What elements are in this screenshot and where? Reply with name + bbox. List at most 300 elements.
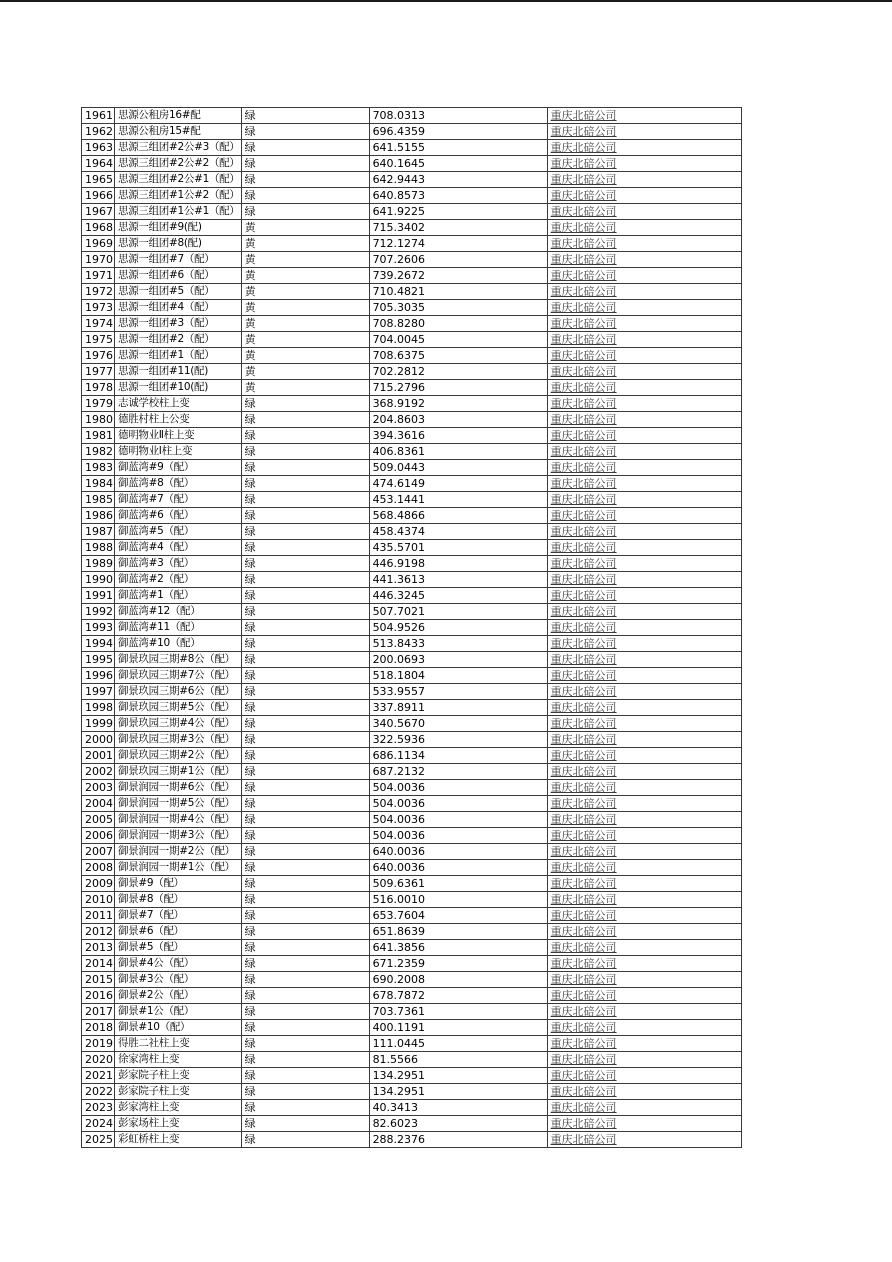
company-link[interactable]: 重庆北碚公司 (550, 877, 617, 890)
company-cell (547, 1084, 741, 1100)
company-link[interactable]: 重庆北碚公司 (550, 957, 617, 970)
value-cell: 702.2812 (369, 364, 547, 380)
company-cell (547, 812, 741, 828)
name-cell: 御景#2公（配） (115, 988, 242, 1004)
name-cell: 御景#9（配） (115, 876, 242, 892)
value-cell: 708.0313 (369, 108, 547, 124)
company-link[interactable]: 重庆北碚公司 (550, 669, 617, 682)
company-link[interactable]: 重庆北碚公司 (550, 1037, 617, 1050)
company-cell (547, 1100, 741, 1116)
value-cell: 509.0443 (369, 460, 547, 476)
company-cell (547, 124, 741, 140)
value-cell: 441.3613 (369, 572, 547, 588)
value-cell: 288.2376 (369, 1132, 547, 1148)
table-row (82, 572, 742, 588)
company-link[interactable]: 重庆北碚公司 (550, 189, 617, 202)
company-link[interactable]: 重庆北碚公司 (550, 205, 617, 218)
company-link[interactable]: 重庆北碚公司 (550, 1117, 617, 1130)
company-cell (547, 332, 741, 348)
value-cell: 708.6375 (369, 348, 547, 364)
company-cell (547, 652, 741, 668)
company-link[interactable]: 重庆北碚公司 (550, 621, 617, 634)
name-cell: 志诚学校柱上变 (115, 396, 242, 412)
status-cell: 绿 (241, 636, 369, 652)
status-cell: 绿 (241, 764, 369, 780)
company-cell (547, 236, 741, 252)
company-link[interactable]: 重庆北碚公司 (550, 157, 617, 170)
company-link[interactable]: 重庆北碚公司 (550, 445, 617, 458)
status-cell: 绿 (241, 412, 369, 428)
status-cell: 绿 (241, 620, 369, 636)
company-cell (547, 556, 741, 572)
company-link[interactable]: 重庆北碚公司 (550, 861, 617, 874)
company-cell (547, 428, 741, 444)
value-cell: 704.0045 (369, 332, 547, 348)
company-link[interactable]: 重庆北碚公司 (550, 717, 617, 730)
row-number-cell: 1963 (82, 140, 115, 156)
table-row (82, 1068, 742, 1084)
status-cell: 绿 (241, 668, 369, 684)
company-cell (547, 188, 741, 204)
row-number-cell: 1964 (82, 156, 115, 172)
table-row (82, 1052, 742, 1068)
name-cell: 思源一组团#5（配） (115, 284, 242, 300)
row-number-cell: 1996 (82, 668, 115, 684)
company-link[interactable]: 重庆北碚公司 (550, 317, 617, 330)
company-link[interactable]: 重庆北碚公司 (550, 477, 617, 490)
name-cell: 思源一组团#8(配) (115, 236, 242, 252)
company-cell (547, 348, 741, 364)
row-number-cell: 1975 (82, 332, 115, 348)
name-cell: 彭家湾柱上变 (115, 1100, 242, 1116)
name-cell: 彭家院子柱上变 (115, 1068, 242, 1084)
company-link[interactable]: 重庆北碚公司 (550, 141, 617, 154)
table-row (82, 380, 742, 396)
name-cell: 德胜村柱上公变 (115, 412, 242, 428)
company-link[interactable]: 重庆北碚公司 (550, 765, 617, 778)
row-number-cell: 2007 (82, 844, 115, 860)
company-link[interactable]: 重庆北碚公司 (550, 1101, 617, 1114)
company-link[interactable]: 重庆北碚公司 (550, 973, 617, 986)
status-cell: 绿 (241, 716, 369, 732)
company-cell (547, 204, 741, 220)
company-link[interactable]: 重庆北碚公司 (550, 1085, 617, 1098)
company-cell (547, 748, 741, 764)
name-cell: 御景玖园三期#6公（配） (115, 684, 242, 700)
table-row (82, 444, 742, 460)
row-number-cell: 1989 (82, 556, 115, 572)
table-row (82, 908, 742, 924)
name-cell: 御景#8（配） (115, 892, 242, 908)
row-number-cell: 1976 (82, 348, 115, 364)
status-cell: 绿 (241, 956, 369, 972)
name-cell: 徐家湾柱上变 (115, 1052, 242, 1068)
name-cell: 得胜二社柱上变 (115, 1036, 242, 1052)
value-cell: 641.5155 (369, 140, 547, 156)
row-number-cell: 1997 (82, 684, 115, 700)
status-cell: 绿 (241, 460, 369, 476)
company-link[interactable]: 重庆北碚公司 (550, 605, 617, 618)
value-cell: 337.8911 (369, 700, 547, 716)
row-number-cell: 2014 (82, 956, 115, 972)
row-number-cell: 2004 (82, 796, 115, 812)
name-cell: 御蓝湾#10（配） (115, 636, 242, 652)
company-cell (547, 1068, 741, 1084)
row-number-cell: 1962 (82, 124, 115, 140)
company-link[interactable]: 重庆北碚公司 (550, 1053, 617, 1066)
table-row (82, 284, 742, 300)
row-number-cell: 2018 (82, 1020, 115, 1036)
table-row (82, 780, 742, 796)
company-link[interactable]: 重庆北碚公司 (550, 493, 617, 506)
company-link[interactable]: 重庆北碚公司 (550, 285, 617, 298)
value-cell: 400.1191 (369, 1020, 547, 1036)
name-cell: 御景玖园三期#5公（配） (115, 700, 242, 716)
company-link[interactable]: 重庆北碚公司 (550, 637, 617, 650)
value-cell: 707.2606 (369, 252, 547, 268)
name-cell: 德明物业Ⅰ柱上变 (115, 444, 242, 460)
value-cell: 509.6361 (369, 876, 547, 892)
table-row (82, 156, 742, 172)
company-link[interactable]: 重庆北碚公司 (550, 125, 617, 138)
company-link[interactable]: 重庆北碚公司 (550, 509, 617, 522)
company-link[interactable]: 重庆北碚公司 (550, 557, 617, 570)
table-row (82, 700, 742, 716)
status-cell: 绿 (241, 924, 369, 940)
value-cell: 708.8280 (369, 316, 547, 332)
company-link[interactable]: 重庆北碚公司 (550, 797, 617, 810)
status-cell: 绿 (241, 892, 369, 908)
company-link[interactable]: 重庆北碚公司 (550, 429, 617, 442)
company-cell (547, 636, 741, 652)
company-cell (547, 1052, 741, 1068)
name-cell: 御蓝湾#2（配） (115, 572, 242, 588)
company-cell (547, 588, 741, 604)
company-link[interactable]: 重庆北碚公司 (550, 1005, 617, 1018)
company-cell (547, 1132, 741, 1148)
row-number-cell: 1970 (82, 252, 115, 268)
company-link[interactable]: 重庆北碚公司 (550, 525, 617, 538)
name-cell: 御景#7（配） (115, 908, 242, 924)
company-link[interactable]: 重庆北碚公司 (550, 461, 617, 474)
row-number-cell: 1991 (82, 588, 115, 604)
name-cell: 御蓝湾#7（配） (115, 492, 242, 508)
row-number-cell: 2002 (82, 764, 115, 780)
table-row (82, 668, 742, 684)
status-cell: 绿 (241, 876, 369, 892)
value-cell: 446.9198 (369, 556, 547, 572)
company-cell (547, 444, 741, 460)
table-row (82, 732, 742, 748)
status-cell: 绿 (241, 732, 369, 748)
company-cell (547, 988, 741, 1004)
row-number-cell: 2023 (82, 1100, 115, 1116)
value-cell: 640.0036 (369, 860, 547, 876)
company-link[interactable]: 重庆北碚公司 (550, 173, 617, 186)
row-number-cell: 2012 (82, 924, 115, 940)
row-number-cell: 1965 (82, 172, 115, 188)
table-row (82, 972, 742, 988)
row-number-cell: 1992 (82, 604, 115, 620)
row-number-cell: 1983 (82, 460, 115, 476)
value-cell: 678.7872 (369, 988, 547, 1004)
name-cell: 御景润园一期#6公（配） (115, 780, 242, 796)
status-cell: 绿 (241, 556, 369, 572)
value-cell: 111.0445 (369, 1036, 547, 1052)
value-cell: 435.5701 (369, 540, 547, 556)
name-cell: 思源一组团#4（配） (115, 300, 242, 316)
status-cell: 绿 (241, 652, 369, 668)
company-cell (547, 508, 741, 524)
company-link[interactable]: 重庆北碚公司 (550, 925, 617, 938)
name-cell: 思源一组团#3（配） (115, 316, 242, 332)
table-row (82, 924, 742, 940)
company-link[interactable]: 重庆北碚公司 (550, 781, 617, 794)
table-row (82, 332, 742, 348)
status-cell: 绿 (241, 428, 369, 444)
table-row (82, 1084, 742, 1100)
value-cell: 640.8573 (369, 188, 547, 204)
company-link[interactable]: 重庆北碚公司 (550, 109, 617, 122)
name-cell: 御景玖园三期#7公（配） (115, 668, 242, 684)
row-number-cell: 2001 (82, 748, 115, 764)
company-link[interactable]: 重庆北碚公司 (550, 397, 617, 410)
company-link[interactable]: 重庆北碚公司 (550, 845, 617, 858)
name-cell: 思源三组团#2公#1（配） (115, 172, 242, 188)
value-cell: 504.0036 (369, 780, 547, 796)
company-cell (547, 1020, 741, 1036)
table-body (82, 108, 742, 1148)
value-cell: 504.0036 (369, 796, 547, 812)
value-cell: 368.9192 (369, 396, 547, 412)
company-link[interactable]: 重庆北碚公司 (550, 413, 617, 426)
value-cell: 507.7021 (369, 604, 547, 620)
value-cell: 474.6149 (369, 476, 547, 492)
table-row (82, 748, 742, 764)
company-link[interactable]: 重庆北碚公司 (550, 237, 617, 250)
company-cell (547, 412, 741, 428)
company-link[interactable]: 重庆北碚公司 (550, 589, 617, 602)
value-cell: 533.9557 (369, 684, 547, 700)
company-link[interactable]: 重庆北碚公司 (550, 733, 617, 746)
name-cell: 思源一组团#7（配） (115, 252, 242, 268)
status-cell: 绿 (241, 1132, 369, 1148)
table-row (82, 1100, 742, 1116)
company-link[interactable]: 重庆北碚公司 (550, 685, 617, 698)
company-cell (547, 940, 741, 956)
status-cell: 绿 (241, 124, 369, 140)
table-row (82, 300, 742, 316)
status-cell: 黄 (241, 316, 369, 332)
row-number-cell: 1980 (82, 412, 115, 428)
status-cell: 绿 (241, 1036, 369, 1052)
row-number-cell: 1985 (82, 492, 115, 508)
company-link[interactable]: 重庆北碚公司 (550, 573, 617, 586)
table-row (82, 124, 742, 140)
company-cell (547, 780, 741, 796)
row-number-cell: 2008 (82, 860, 115, 876)
status-cell: 黄 (241, 252, 369, 268)
status-cell: 绿 (241, 108, 369, 124)
name-cell: 御景玖园三期#1公（配） (115, 764, 242, 780)
status-cell: 绿 (241, 1100, 369, 1116)
company-link[interactable]: 重庆北碚公司 (550, 893, 617, 906)
name-cell: 思源三组团#2公#2（配） (115, 156, 242, 172)
status-cell: 绿 (241, 140, 369, 156)
table-row (82, 860, 742, 876)
company-link[interactable]: 重庆北碚公司 (550, 349, 617, 362)
name-cell: 御景#6（配） (115, 924, 242, 940)
table-row (82, 652, 742, 668)
company-cell (547, 620, 741, 636)
value-cell: 504.0036 (369, 828, 547, 844)
company-cell (547, 492, 741, 508)
value-cell: 710.4821 (369, 284, 547, 300)
company-link[interactable]: 重庆北碚公司 (550, 653, 617, 666)
transformer-load-table (81, 107, 742, 1148)
value-cell: 642.9443 (369, 172, 547, 188)
table-row (82, 716, 742, 732)
status-cell: 绿 (241, 796, 369, 812)
company-link[interactable]: 重庆北碚公司 (550, 301, 617, 314)
row-number-cell: 2003 (82, 780, 115, 796)
row-number-cell: 1990 (82, 572, 115, 588)
name-cell: 御蓝湾#12（配） (115, 604, 242, 620)
name-cell: 御景玖园三期#4公（配） (115, 716, 242, 732)
company-link[interactable]: 重庆北碚公司 (550, 829, 617, 842)
company-cell (547, 604, 741, 620)
company-link[interactable]: 重庆北碚公司 (550, 701, 617, 714)
name-cell: 思源一组团#11(配) (115, 364, 242, 380)
company-link[interactable]: 重庆北碚公司 (550, 989, 617, 1002)
company-link[interactable]: 重庆北碚公司 (550, 1069, 617, 1082)
company-cell (547, 140, 741, 156)
company-link[interactable]: 重庆北碚公司 (550, 541, 617, 554)
company-cell (547, 300, 741, 316)
company-link[interactable]: 重庆北碚公司 (550, 253, 617, 266)
table-row (82, 348, 742, 364)
name-cell: 御景润园一期#1公（配） (115, 860, 242, 876)
status-cell: 绿 (241, 492, 369, 508)
company-link[interactable]: 重庆北碚公司 (550, 1021, 617, 1034)
company-link[interactable]: 重庆北碚公司 (550, 333, 617, 346)
status-cell: 绿 (241, 940, 369, 956)
company-cell (547, 1116, 741, 1132)
row-number-cell: 1973 (82, 300, 115, 316)
table-row (82, 620, 742, 636)
company-link[interactable]: 重庆北碚公司 (550, 365, 617, 378)
table-row (82, 188, 742, 204)
value-cell: 504.0036 (369, 812, 547, 828)
table-row (82, 556, 742, 572)
status-cell: 绿 (241, 1020, 369, 1036)
row-number-cell: 1961 (82, 108, 115, 124)
company-cell (547, 284, 741, 300)
company-cell (547, 764, 741, 780)
status-cell: 绿 (241, 396, 369, 412)
company-cell (547, 796, 741, 812)
status-cell: 绿 (241, 972, 369, 988)
table-row (82, 588, 742, 604)
name-cell: 御蓝湾#5（配） (115, 524, 242, 540)
row-number-cell: 1995 (82, 652, 115, 668)
table-row (82, 428, 742, 444)
company-link[interactable]: 重庆北碚公司 (550, 941, 617, 954)
value-cell: 715.3402 (369, 220, 547, 236)
table-row (82, 108, 742, 124)
value-cell: 640.0036 (369, 844, 547, 860)
status-cell: 绿 (241, 860, 369, 876)
company-cell (547, 540, 741, 556)
value-cell: 82.6023 (369, 1116, 547, 1132)
value-cell: 453.1441 (369, 492, 547, 508)
company-cell (547, 844, 741, 860)
company-cell (547, 684, 741, 700)
table-row (82, 876, 742, 892)
row-number-cell: 2005 (82, 812, 115, 828)
company-cell (547, 364, 741, 380)
value-cell: 513.8433 (369, 636, 547, 652)
value-cell: 134.2951 (369, 1084, 547, 1100)
table-row (82, 204, 742, 220)
name-cell: 思源公租房16#配 (115, 108, 242, 124)
company-cell (547, 924, 741, 940)
company-link[interactable]: 重庆北碚公司 (550, 269, 617, 282)
row-number-cell: 2019 (82, 1036, 115, 1052)
value-cell: 705.3035 (369, 300, 547, 316)
status-cell: 绿 (241, 748, 369, 764)
company-cell (547, 316, 741, 332)
company-link[interactable]: 重庆北碚公司 (550, 813, 617, 826)
value-cell: 394.3616 (369, 428, 547, 444)
name-cell: 思源一组团#6（配） (115, 268, 242, 284)
company-link[interactable]: 重庆北碚公司 (550, 1133, 617, 1146)
status-cell: 绿 (241, 444, 369, 460)
row-number-cell: 1971 (82, 268, 115, 284)
company-link[interactable]: 重庆北碚公司 (550, 909, 617, 922)
company-link[interactable]: 重庆北碚公司 (550, 381, 617, 394)
top-border-line (0, 0, 892, 2)
row-number-cell: 2006 (82, 828, 115, 844)
status-cell: 黄 (241, 380, 369, 396)
status-cell: 黄 (241, 220, 369, 236)
table-row (82, 524, 742, 540)
table-row (82, 268, 742, 284)
status-cell: 绿 (241, 988, 369, 1004)
row-number-cell: 1984 (82, 476, 115, 492)
company-cell (547, 908, 741, 924)
company-cell (547, 732, 741, 748)
row-number-cell: 1977 (82, 364, 115, 380)
name-cell: 思源一组团#9(配) (115, 220, 242, 236)
row-number-cell: 1978 (82, 380, 115, 396)
table-row (82, 844, 742, 860)
company-link[interactable]: 重庆北碚公司 (550, 221, 617, 234)
company-link[interactable]: 重庆北碚公司 (550, 749, 617, 762)
status-cell: 绿 (241, 844, 369, 860)
status-cell: 绿 (241, 1084, 369, 1100)
table-row (82, 892, 742, 908)
table-row (82, 172, 742, 188)
value-cell: 200.0693 (369, 652, 547, 668)
status-cell: 绿 (241, 1116, 369, 1132)
value-cell: 703.7361 (369, 1004, 547, 1020)
table-row (82, 140, 742, 156)
row-number-cell: 2009 (82, 876, 115, 892)
company-cell (547, 460, 741, 476)
name-cell: 御景#4公（配） (115, 956, 242, 972)
company-cell (547, 956, 741, 972)
